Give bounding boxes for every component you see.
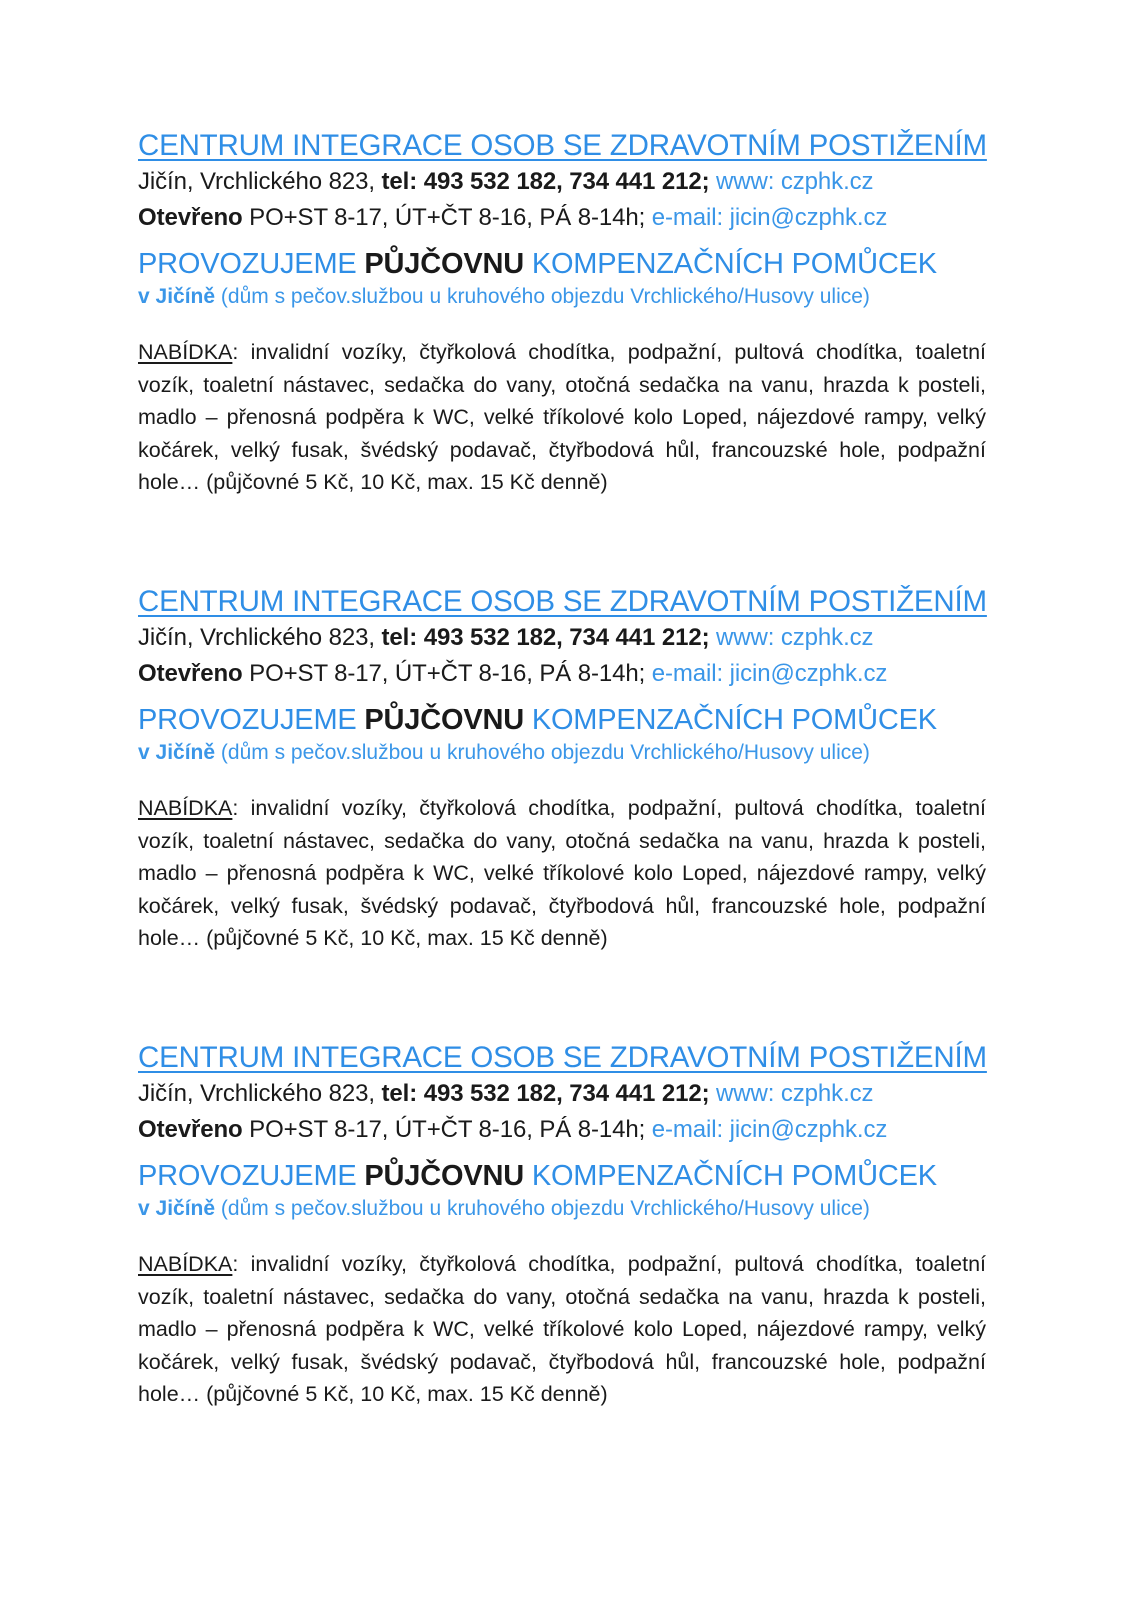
email-link[interactable]: e-mail: jicin@czphk.cz: [651, 204, 888, 231]
tel-numbers: 493 532 182, 734 441 212;: [423, 624, 710, 651]
open-label: Otevřeno: [138, 1116, 243, 1143]
flyer-1: [138, 128, 998, 499]
email-link[interactable]: e-mail: jicin@czphk.cz: [651, 1116, 888, 1143]
service-heading: [138, 1158, 998, 1194]
location-detail: (dům s pečov.službou u kruhového objezdu Vrchlického/Husovy ulice): [220, 741, 870, 764]
offer-label: NABÍDKA: [138, 340, 233, 364]
web-link[interactable]: www: czphk.cz: [716, 168, 874, 195]
tel-numbers: 493 532 182, 734 441 212;: [423, 168, 710, 195]
open-label: Otevřeno: [138, 660, 243, 687]
flyer-2: [138, 584, 998, 955]
address: Jičín, Vrchlického 823,: [138, 168, 375, 195]
offer-text: : invalidní vozíky, čtyřkolová chodítka, podpažní, pultová chodítka, toaletní vozík, toaletní nástavec, sedačka do vany, otočná sedačka na vanu, hrazda k posteli, madlo – přenosná podpěra k WC, velké tříkolové kolo Loped, nájezdové rampy, velký kočárek, velký fusak, švédský podavač, čtyřbodová hůl, francouzské hole, podpažní hole… (půjčovné 5 Kč, 10 Kč, max. 15 Kč denně): [138, 340, 986, 494]
hours-line: [138, 656, 998, 692]
open-label: Otevřeno: [138, 204, 243, 231]
service-word-b: PŮJČOVNU: [364, 704, 524, 736]
tel-label: tel:: [381, 624, 418, 651]
opening-hours: PO+ST 8-17, ÚT+ČT 8-16, PÁ 8-14h;: [249, 660, 646, 687]
flyer-3: [138, 1040, 998, 1411]
service-word-a: PROVOZUJEME: [138, 704, 357, 736]
location-line: [138, 1194, 998, 1224]
service-word-c: KOMPENZAČNÍCH POMŮCEK: [531, 704, 937, 736]
contact-line: [138, 1076, 998, 1112]
tel-label: tel:: [381, 168, 418, 195]
location-line: [138, 738, 998, 768]
location-detail: (dům s pečov.službou u kruhového objezdu Vrchlického/Husovy ulice): [220, 285, 870, 308]
contact-line: [138, 620, 998, 656]
offer-text: : invalidní vozíky, čtyřkolová chodítka, podpažní, pultová chodítka, toaletní vozík, toaletní nástavec, sedačka do vany, otočná sedačka na vanu, hrazda k posteli, madlo – přenosná podpěra k WC, velké tříkolové kolo Loped, nájezdové rampy, velký kočárek, velký fusak, švédský podavač, čtyřbodová hůl, francouzské hole, podpažní hole… (půjčovné 5 Kč, 10 Kč, max. 15 Kč denně): [138, 796, 986, 950]
service-word-a: PROVOZUJEME: [138, 1160, 357, 1192]
location-city: v Jičíně: [138, 285, 216, 308]
flyer-title: CENTRUM INTEGRACE OSOB SE ZDRAVOTNÍM POSTIŽENÍM: [138, 1041, 987, 1074]
location-line: [138, 282, 998, 312]
hours-line: [138, 200, 998, 236]
service-word-a: PROVOZUJEME: [138, 248, 357, 280]
service-word-b: PŮJČOVNU: [364, 1160, 524, 1192]
offer-paragraph: [138, 792, 986, 955]
tel-label: tel:: [381, 1080, 418, 1107]
service-word-c: KOMPENZAČNÍCH POMŮCEK: [531, 248, 937, 280]
address: Jičín, Vrchlického 823,: [138, 1080, 375, 1107]
offer-paragraph: [138, 336, 986, 499]
location-city: v Jičíně: [138, 1197, 216, 1220]
service-heading: [138, 702, 998, 738]
email-link[interactable]: e-mail: jicin@czphk.cz: [651, 660, 888, 687]
offer-label: NABÍDKA: [138, 1252, 233, 1276]
service-word-c: KOMPENZAČNÍCH POMŮCEK: [531, 1160, 937, 1192]
offer-paragraph: [138, 1248, 986, 1411]
location-city: v Jičíně: [138, 741, 216, 764]
offer-label: NABÍDKA: [138, 796, 233, 820]
opening-hours: PO+ST 8-17, ÚT+ČT 8-16, PÁ 8-14h;: [249, 204, 646, 231]
address: Jičín, Vrchlického 823,: [138, 624, 375, 651]
flyer-title: CENTRUM INTEGRACE OSOB SE ZDRAVOTNÍM POSTIŽENÍM: [138, 129, 987, 162]
service-heading: [138, 246, 998, 282]
location-detail: (dům s pečov.službou u kruhového objezdu Vrchlického/Husovy ulice): [220, 1197, 870, 1220]
web-link[interactable]: www: czphk.cz: [716, 1080, 874, 1107]
flyer-title: CENTRUM INTEGRACE OSOB SE ZDRAVOTNÍM POSTIŽENÍM: [138, 585, 987, 618]
opening-hours: PO+ST 8-17, ÚT+ČT 8-16, PÁ 8-14h;: [249, 1116, 646, 1143]
contact-line: [138, 164, 998, 200]
hours-line: [138, 1112, 998, 1148]
service-word-b: PŮJČOVNU: [364, 248, 524, 280]
tel-numbers: 493 532 182, 734 441 212;: [423, 1080, 710, 1107]
offer-text: : invalidní vozíky, čtyřkolová chodítka, podpažní, pultová chodítka, toaletní vozík, toaletní nástavec, sedačka do vany, otočná sedačka na vanu, hrazda k posteli, madlo – přenosná podpěra k WC, velké tříkolové kolo Loped, nájezdové rampy, velký kočárek, velký fusak, švédský podavač, čtyřbodová hůl, francouzské hole, podpažní hole… (půjčovné 5 Kč, 10 Kč, max. 15 Kč denně): [138, 1252, 986, 1406]
web-link[interactable]: www: czphk.cz: [716, 624, 874, 651]
